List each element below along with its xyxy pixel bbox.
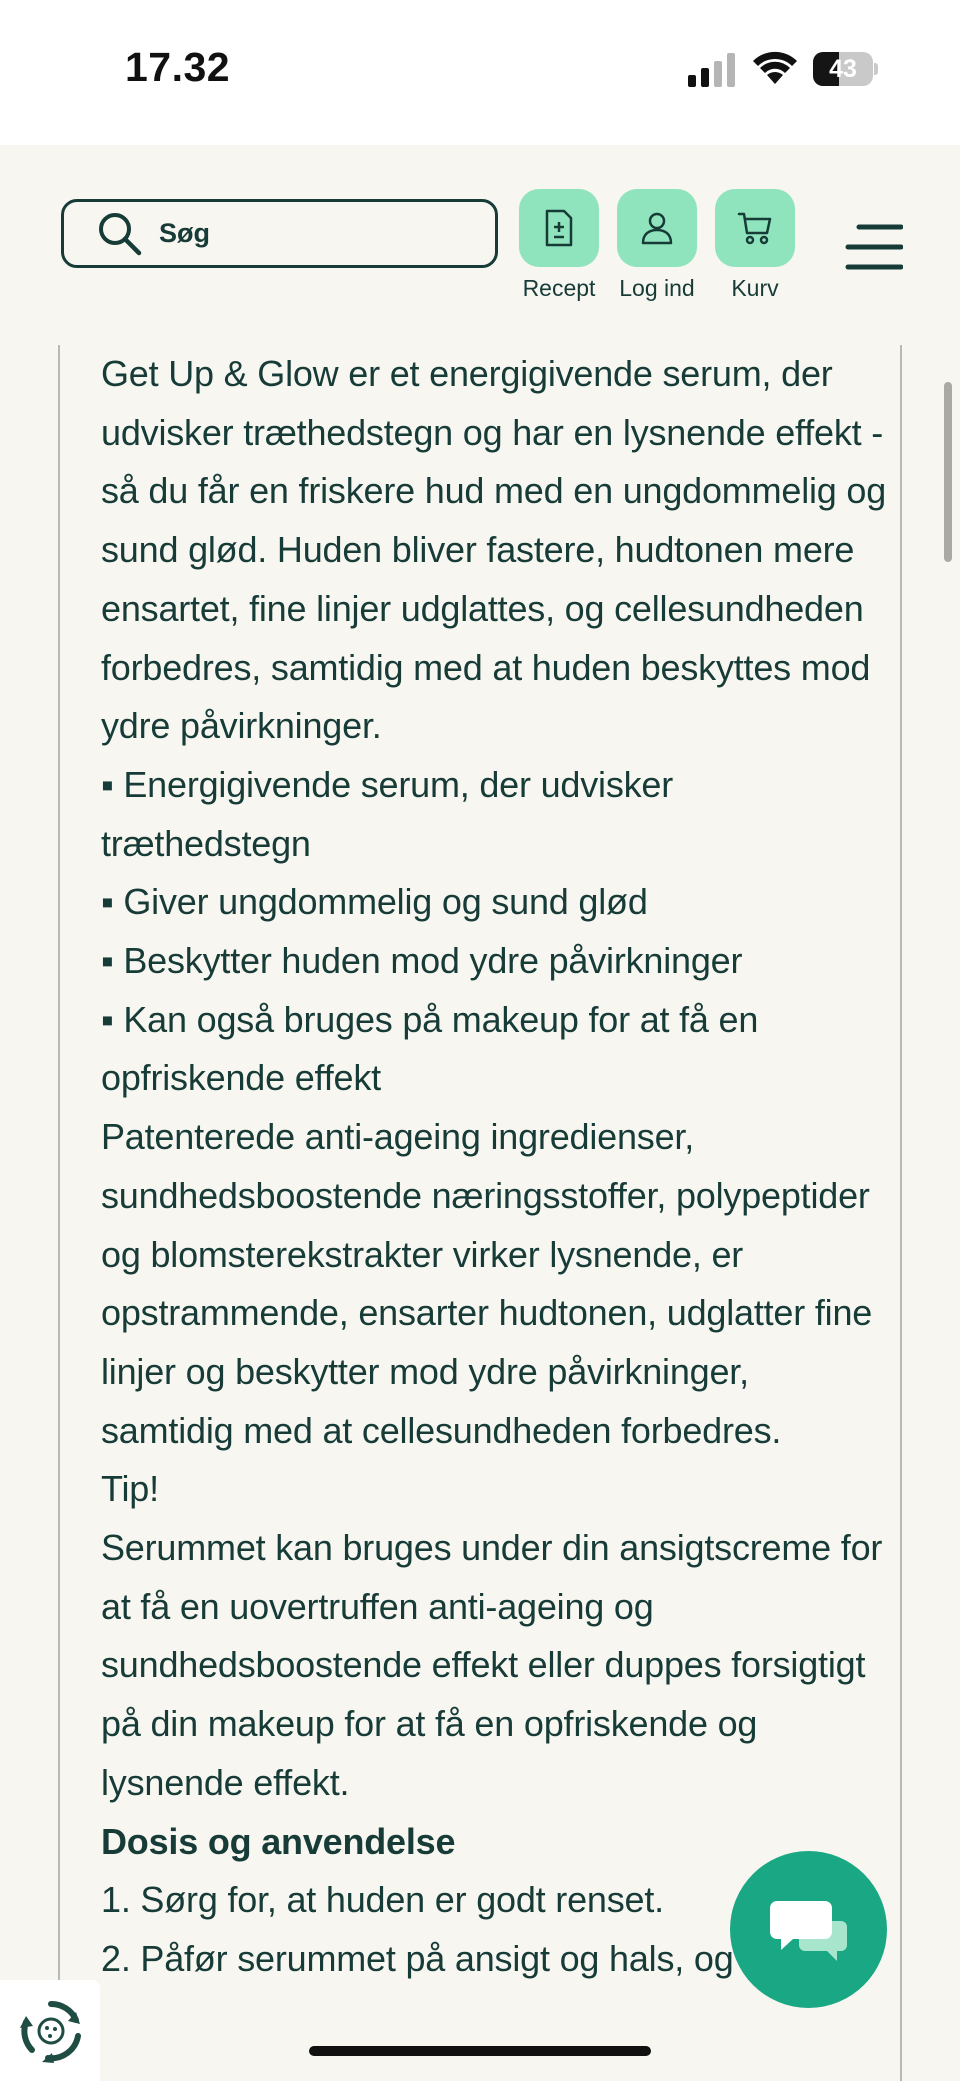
bullet-item: ▪ Kan også bruges på makeup for at få en opfriskende effekt bbox=[101, 998, 759, 1099]
chat-icon bbox=[769, 1897, 849, 1963]
status-time: 17.32 bbox=[125, 44, 231, 90]
signal-icon bbox=[688, 53, 738, 87]
recept-label: Recept bbox=[522, 275, 596, 301]
tip-label: Tip! bbox=[101, 1468, 159, 1510]
bullet-item: ▪ Energigivende serum, der udvisker træthedstegn bbox=[101, 763, 674, 864]
home-indicator bbox=[309, 2046, 651, 2056]
cookie-consent-button[interactable] bbox=[0, 1980, 100, 2081]
login-label: Log ind bbox=[619, 275, 695, 301]
bullet-item: ▪ Beskytter huden mod ydre påvirkninger bbox=[101, 940, 743, 982]
battery-percent: 43 bbox=[829, 55, 857, 83]
dosage-step: 1. Sørg for, at huden er godt renset. bbox=[101, 1879, 664, 1921]
tip-paragraph: Serummet kan bruges under din ansigtscreme for at få en uovertruffen anti-ageing og sundhedsboostende effekt eller duppes forsigtigt på din makeup for at få en opfriskende og lysnende effekt. bbox=[101, 1527, 883, 1803]
cart-label: Kurv bbox=[731, 275, 779, 301]
search-icon bbox=[97, 211, 143, 257]
ingredients-paragraph: Patenterede anti-ageing ingredienser, sundhedsboostende næringsstoffer, polypeptider og blomsterekstrakter virker lysnende, er opstrammende, ensarter hudtonen, udglatter fine linjer og beskytter mod ydre påvirkninger, samtidig med at cellesundheden forbedres. bbox=[101, 1116, 873, 1451]
cart-button[interactable] bbox=[715, 189, 795, 302]
login-button[interactable] bbox=[617, 189, 697, 302]
status-bar bbox=[0, 0, 960, 145]
scrollbar[interactable] bbox=[944, 382, 952, 562]
bullet-item: ▪ Giver ungdommelig og sund glød bbox=[101, 881, 648, 923]
dosage-heading: Dosis og anvendelse bbox=[101, 1820, 456, 1862]
search-input[interactable] bbox=[159, 202, 479, 265]
site-header bbox=[0, 145, 960, 345]
battery-icon bbox=[813, 52, 877, 86]
recept-button[interactable] bbox=[519, 189, 599, 302]
description-text bbox=[101, 345, 891, 1989]
intro-paragraph: Get Up & Glow er et energigivende serum, der udvisker træthedstegn og har en lysnende effekt - så du får en friskere hud med en ungdommelig og sund glød. Huden bliver fastere, hudtonen mere ensartet, fine linjer udglattes, og cellesundheden forbedres, samtidig med at huden beskyttes mod ydre påvirkninger. bbox=[101, 353, 887, 747]
product-description bbox=[58, 345, 902, 2081]
user-icon bbox=[640, 211, 674, 245]
chat-button[interactable] bbox=[730, 1851, 887, 2008]
cart-icon bbox=[737, 211, 773, 245]
wifi-icon bbox=[752, 50, 798, 86]
cookie-consent-icon bbox=[18, 1998, 84, 2064]
search-box[interactable] bbox=[61, 199, 498, 268]
prescription-icon bbox=[544, 209, 574, 247]
dosage-step: 2. Påfør serummet på ansigt og hals, og bbox=[101, 1937, 734, 1979]
menu-icon[interactable] bbox=[845, 223, 903, 273]
